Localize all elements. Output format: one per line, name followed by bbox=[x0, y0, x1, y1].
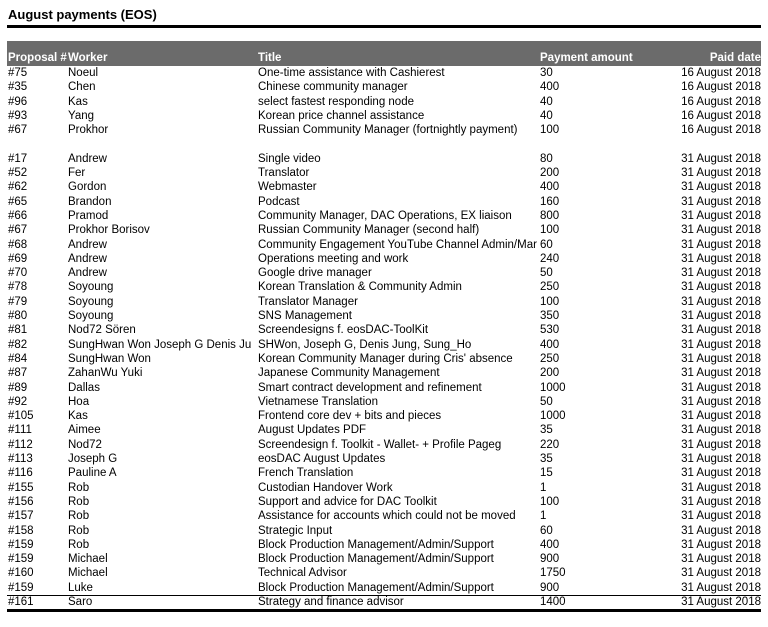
cell-proposal: #113 bbox=[8, 453, 33, 466]
cell-proposal: #155 bbox=[8, 481, 34, 494]
cell-amount: 400 bbox=[540, 338, 560, 351]
cell-title: French Translation bbox=[258, 467, 354, 480]
cell-title: Operations meeting and work bbox=[258, 252, 409, 265]
cell-worker: Pauline A bbox=[68, 467, 117, 480]
payments-table bbox=[7, 41, 761, 612]
cell-date: 31 August 2018 bbox=[681, 595, 761, 608]
cell-title: One-time assistance with Cashierest bbox=[258, 67, 445, 79]
column-header-proposal: Proposal # bbox=[8, 52, 67, 64]
cell-proposal: #52 bbox=[8, 167, 28, 180]
cell-amount: 1 bbox=[540, 481, 547, 494]
cell-worker: Noeul bbox=[68, 67, 99, 79]
table-row bbox=[7, 195, 761, 209]
cell-amount: 1000 bbox=[540, 410, 566, 423]
cell-amount: 100 bbox=[540, 495, 560, 508]
cell-date: 16 August 2018 bbox=[681, 109, 761, 122]
cell-title: Block Production Management/Admin/Support bbox=[258, 538, 494, 551]
cell-worker: Brandon bbox=[68, 195, 112, 208]
table-row bbox=[7, 366, 761, 380]
cell-proposal: #92 bbox=[8, 395, 28, 408]
cell-title: Strategy and finance advisor bbox=[258, 595, 404, 608]
table-row bbox=[7, 423, 761, 437]
cell-date: 31 August 2018 bbox=[681, 338, 761, 351]
table-row bbox=[7, 280, 761, 294]
cell-proposal: #89 bbox=[8, 381, 28, 394]
cell-worker: Soyoung bbox=[68, 281, 114, 294]
table-row bbox=[7, 452, 761, 466]
cell-worker: Rob bbox=[68, 524, 90, 537]
cell-amount: 400 bbox=[540, 538, 560, 551]
cell-amount: 200 bbox=[540, 367, 560, 380]
cell-title: SNS Management bbox=[258, 310, 352, 323]
cell-date: 16 August 2018 bbox=[681, 81, 761, 94]
cell-date: 31 August 2018 bbox=[681, 152, 761, 165]
cell-title: Screendesign f. Toolkit - Wallet- + Profile Pageg bbox=[258, 438, 502, 451]
table-header-row bbox=[7, 41, 761, 66]
cell-worker: Kas bbox=[68, 95, 88, 108]
table-row bbox=[7, 338, 761, 352]
table-row bbox=[7, 80, 761, 94]
cell-worker: Aimee bbox=[68, 424, 101, 437]
cell-title: Assistance for accounts which could not be moved bbox=[258, 510, 516, 523]
column-header-worker: Worker bbox=[68, 52, 108, 64]
cell-date: 31 August 2018 bbox=[681, 567, 761, 580]
spacer-row bbox=[7, 137, 761, 151]
cell-proposal: #158 bbox=[8, 524, 34, 537]
table-row bbox=[7, 438, 761, 452]
cell-amount: 400 bbox=[540, 181, 560, 194]
cell-proposal: #157 bbox=[8, 510, 34, 523]
cell-amount: 80 bbox=[540, 152, 553, 165]
cell-amount: 250 bbox=[540, 281, 560, 294]
cell-proposal: #161 bbox=[8, 595, 34, 608]
cell-amount: 350 bbox=[540, 310, 560, 323]
cell-date: 16 August 2018 bbox=[681, 95, 761, 108]
cell-title: Japanese Community Management bbox=[258, 367, 440, 380]
cell-date: 31 August 2018 bbox=[681, 352, 761, 365]
cell-amount: 240 bbox=[540, 252, 560, 265]
cell-amount: 1000 bbox=[540, 381, 566, 394]
table-row bbox=[7, 95, 761, 109]
payments-sheet bbox=[7, 0, 761, 612]
cell-proposal: #69 bbox=[8, 252, 28, 265]
cell-amount: 30 bbox=[540, 67, 553, 79]
cell-title: Block Production Management/Admin/Support bbox=[258, 553, 494, 566]
cell-worker: Andrew bbox=[68, 152, 107, 165]
cell-worker: Prokhor Borisov bbox=[68, 224, 150, 237]
cell-date: 31 August 2018 bbox=[681, 438, 761, 451]
cell-worker: SungHwan Won Joseph G Denis Ju bbox=[68, 338, 252, 351]
cell-worker: Chen bbox=[68, 81, 96, 94]
cell-proposal: #62 bbox=[8, 181, 28, 194]
table-row bbox=[7, 481, 761, 495]
cell-date: 31 August 2018 bbox=[681, 538, 761, 551]
cell-proposal: #111 bbox=[8, 424, 32, 437]
cell-title: Single video bbox=[258, 152, 321, 165]
cell-worker: SungHwan Won bbox=[68, 352, 151, 365]
cell-date: 16 August 2018 bbox=[681, 124, 761, 137]
cell-amount: 100 bbox=[540, 124, 560, 137]
table-row bbox=[7, 566, 761, 580]
cell-title: Webmaster bbox=[258, 181, 317, 194]
cell-worker: Pramod bbox=[68, 209, 109, 222]
cell-amount: 200 bbox=[540, 167, 560, 180]
cell-worker: Yang bbox=[68, 109, 95, 122]
cell-proposal: #93 bbox=[8, 109, 28, 122]
cell-date: 31 August 2018 bbox=[681, 395, 761, 408]
cell-worker: Gordon bbox=[68, 181, 107, 194]
cell-date: 31 August 2018 bbox=[681, 209, 761, 222]
cell-proposal: #65 bbox=[8, 195, 28, 208]
cell-proposal: #159 bbox=[8, 538, 34, 551]
table-row bbox=[7, 581, 761, 595]
cell-title: Korean Translation & Community Admin bbox=[258, 281, 462, 294]
table-row bbox=[7, 552, 761, 566]
cell-proposal: #79 bbox=[8, 295, 28, 308]
cell-amount: 50 bbox=[540, 395, 553, 408]
cell-proposal: #67 bbox=[8, 124, 28, 137]
table-row bbox=[7, 524, 761, 538]
cell-proposal: #35 bbox=[8, 81, 28, 94]
cell-worker: Dallas bbox=[68, 381, 100, 394]
table-row bbox=[7, 123, 761, 137]
cell-worker: Andrew bbox=[68, 267, 107, 280]
cell-title: Podcast bbox=[258, 195, 300, 208]
cell-title: Korean Community Manager during Cris' absence bbox=[258, 352, 513, 365]
column-header-date: Paid date bbox=[709, 52, 761, 64]
cell-amount: 1750 bbox=[540, 567, 566, 580]
cell-amount: 35 bbox=[540, 424, 553, 437]
table-row bbox=[7, 252, 761, 266]
cell-title: Google drive manager bbox=[258, 267, 372, 280]
table-row bbox=[7, 266, 761, 280]
cell-worker: Soyoung bbox=[68, 310, 114, 323]
cell-date: 31 August 2018 bbox=[681, 324, 761, 337]
cell-date: 31 August 2018 bbox=[681, 495, 761, 508]
cell-amount: 60 bbox=[540, 524, 553, 537]
table-bottom-rule bbox=[7, 609, 761, 612]
cell-worker: Joseph G bbox=[68, 453, 118, 466]
cell-worker: Nod72 Sören bbox=[68, 324, 136, 337]
table-row bbox=[7, 180, 761, 194]
cell-amount: 160 bbox=[540, 195, 560, 208]
cell-title: Russian Community Manager (second half) bbox=[258, 224, 480, 237]
cell-proposal: #82 bbox=[8, 338, 28, 351]
column-header-amount: Payment amount bbox=[540, 52, 633, 64]
cell-title: August Updates PDF bbox=[258, 424, 367, 437]
cell-title: Support and advice for DAC Toolkit bbox=[258, 495, 437, 508]
cell-worker: Luke bbox=[68, 581, 93, 594]
cell-date: 31 August 2018 bbox=[681, 295, 761, 308]
cell-proposal: #96 bbox=[8, 95, 28, 108]
cell-worker: Soyoung bbox=[68, 295, 114, 308]
cell-title: eosDAC August Updates bbox=[258, 453, 386, 466]
column-header-title: Title bbox=[258, 52, 282, 64]
table-row bbox=[7, 538, 761, 552]
table-row bbox=[7, 223, 761, 237]
cell-amount: 100 bbox=[540, 295, 560, 308]
cell-worker: Michael bbox=[68, 553, 108, 566]
cell-amount: 40 bbox=[540, 95, 553, 108]
cell-amount: 50 bbox=[540, 267, 553, 280]
cell-amount: 250 bbox=[540, 352, 560, 365]
cell-date: 16 August 2018 bbox=[681, 67, 761, 79]
cell-date: 31 August 2018 bbox=[681, 381, 761, 394]
table-row bbox=[7, 409, 761, 423]
page-title: August payments (EOS) bbox=[8, 7, 157, 22]
table-body bbox=[7, 66, 761, 609]
cell-amount: 60 bbox=[540, 238, 553, 251]
cell-title: Block Production Management/Admin/Support bbox=[258, 581, 494, 594]
cell-amount: 1400 bbox=[540, 595, 566, 608]
cell-worker: Hoa bbox=[68, 395, 90, 408]
cell-title: Russian Community Manager (fortnightly payment) bbox=[258, 124, 518, 137]
cell-amount: 1 bbox=[540, 510, 547, 523]
cell-proposal: #80 bbox=[8, 310, 28, 323]
cell-title: Frontend core dev + bits and pieces bbox=[258, 410, 442, 423]
cell-proposal: #116 bbox=[8, 467, 33, 480]
cell-date: 31 August 2018 bbox=[681, 367, 761, 380]
cell-date: 31 August 2018 bbox=[681, 167, 761, 180]
cell-worker: Saro bbox=[68, 595, 93, 608]
table-row bbox=[7, 395, 761, 409]
cell-proposal: #112 bbox=[8, 438, 33, 451]
cell-title: Korean price channel assistance bbox=[258, 109, 425, 122]
cell-proposal: #160 bbox=[8, 567, 34, 580]
cell-amount: 35 bbox=[540, 453, 553, 466]
table-row bbox=[7, 309, 761, 323]
cell-date: 31 August 2018 bbox=[681, 238, 761, 251]
cell-date: 31 August 2018 bbox=[681, 581, 761, 594]
cell-proposal: #66 bbox=[8, 209, 28, 222]
cell-worker: Fer bbox=[68, 167, 86, 180]
table-row bbox=[7, 66, 761, 80]
cell-date: 31 August 2018 bbox=[681, 195, 761, 208]
cell-worker: Rob bbox=[68, 481, 90, 494]
cell-title: Technical Advisor bbox=[258, 567, 347, 580]
cell-worker: Andrew bbox=[68, 238, 107, 251]
cell-date: 31 August 2018 bbox=[681, 453, 761, 466]
cell-proposal: #156 bbox=[8, 495, 34, 508]
cell-worker: Michael bbox=[68, 567, 108, 580]
cell-amount: 15 bbox=[540, 467, 553, 480]
cell-worker: Kas bbox=[68, 410, 88, 423]
cell-worker: Rob bbox=[68, 510, 90, 523]
cell-proposal: #17 bbox=[8, 152, 28, 165]
cell-date: 31 August 2018 bbox=[681, 524, 761, 537]
cell-date: 31 August 2018 bbox=[681, 281, 761, 294]
cell-worker: Andrew bbox=[68, 252, 107, 265]
cell-title: select fastest responding node bbox=[258, 95, 414, 108]
cell-date: 31 August 2018 bbox=[681, 553, 761, 566]
cell-worker: Prokhor bbox=[68, 124, 109, 137]
cell-amount: 100 bbox=[540, 224, 560, 237]
cell-worker: Rob bbox=[68, 495, 90, 508]
cell-date: 31 August 2018 bbox=[681, 224, 761, 237]
cell-title: Custodian Handover Work bbox=[258, 481, 393, 494]
cell-proposal: #105 bbox=[8, 410, 34, 423]
cell-amount: 800 bbox=[540, 209, 560, 222]
cell-title: Smart contract development and refinement bbox=[258, 381, 482, 394]
cell-date: 31 August 2018 bbox=[681, 267, 761, 280]
cell-worker: ZahanWu Yuki bbox=[68, 367, 143, 380]
cell-date: 31 August 2018 bbox=[681, 310, 761, 323]
table-row bbox=[7, 238, 761, 252]
cell-title: SHWon, Joseph G, Denis Jung, Sung_Ho bbox=[258, 338, 472, 351]
cell-date: 31 August 2018 bbox=[681, 252, 761, 265]
cell-proposal: #81 bbox=[8, 324, 28, 337]
cell-proposal: #67 bbox=[8, 224, 28, 237]
cell-proposal: #159 bbox=[8, 581, 34, 594]
table-row bbox=[7, 509, 761, 523]
cell-date: 31 August 2018 bbox=[681, 410, 761, 423]
cell-date: 31 August 2018 bbox=[681, 467, 761, 480]
cell-amount: 220 bbox=[540, 438, 560, 451]
cell-amount: 40 bbox=[540, 109, 553, 122]
cell-title: Translator bbox=[258, 167, 310, 180]
cell-proposal: #70 bbox=[8, 267, 28, 280]
cell-date: 31 August 2018 bbox=[681, 424, 761, 437]
cell-proposal: #159 bbox=[8, 553, 34, 566]
table-row bbox=[7, 323, 761, 337]
title-rule bbox=[7, 25, 761, 28]
cell-proposal: #68 bbox=[8, 238, 28, 251]
cell-amount: 900 bbox=[540, 581, 560, 594]
table-row bbox=[7, 595, 761, 609]
table-row bbox=[7, 381, 761, 395]
cell-title: Community Engagement YouTube Channel Admin/Mar bbox=[258, 238, 537, 251]
cell-proposal: #78 bbox=[8, 281, 28, 294]
cell-title: Translator Manager bbox=[258, 295, 358, 308]
cell-date: 31 August 2018 bbox=[681, 481, 761, 494]
table-row bbox=[7, 152, 761, 166]
cell-amount: 530 bbox=[540, 324, 560, 337]
cell-proposal: #87 bbox=[8, 367, 28, 380]
cell-date: 31 August 2018 bbox=[681, 510, 761, 523]
table-row bbox=[7, 109, 761, 123]
cell-amount: 900 bbox=[540, 553, 560, 566]
cell-title: Vietnamese Translation bbox=[258, 395, 378, 408]
table-row bbox=[7, 166, 761, 180]
table-row bbox=[7, 495, 761, 509]
table-row bbox=[7, 295, 761, 309]
cell-proposal: #75 bbox=[8, 67, 28, 79]
cell-amount: 400 bbox=[540, 81, 560, 94]
cell-proposal: #84 bbox=[8, 352, 28, 365]
cell-title: Community Manager, DAC Operations, EX liaison bbox=[258, 209, 512, 222]
table-row bbox=[7, 352, 761, 366]
cell-title: Screendesigns f. eosDAC-ToolKit bbox=[258, 324, 429, 337]
table-row bbox=[7, 209, 761, 223]
table-row bbox=[7, 466, 761, 480]
cell-worker: Rob bbox=[68, 538, 90, 551]
cell-title: Chinese community manager bbox=[258, 81, 408, 94]
cell-date: 31 August 2018 bbox=[681, 181, 761, 194]
cell-worker: Nod72 bbox=[68, 438, 102, 451]
cell-title: Strategic Input bbox=[258, 524, 333, 537]
